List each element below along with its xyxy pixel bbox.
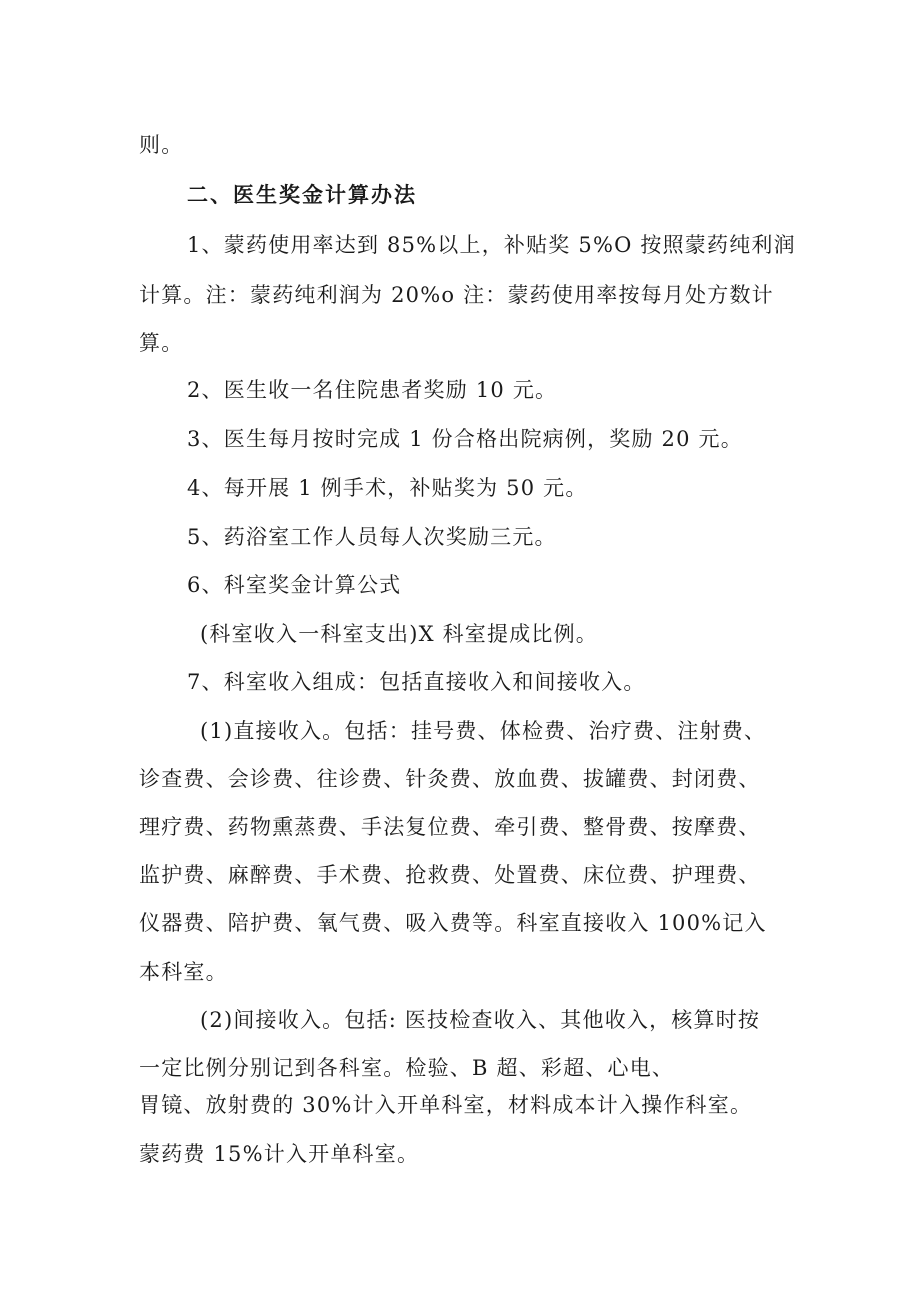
item-1-line-3: 算。	[139, 331, 184, 355]
direct-income-line-3: 理疗费、药物熏蒸费、手法复位费、牵引费、整骨费、按摩费、	[139, 815, 761, 839]
direct-income-line-5: 仪器费、陪护费、氧气费、吸入费等。科室直接收入 100%记入	[139, 911, 767, 935]
direct-income-line-6: 本科室。	[139, 960, 228, 984]
formula: (科室收入一科室支出)X 科室提成比例。	[200, 622, 599, 646]
text-line-continuation: 则。	[139, 133, 184, 157]
item-1-line-2: 计算。注：蒙药纯利润为 20%o 注：蒙药使用率按每月处方数计	[139, 283, 774, 307]
item-5: 5、药浴室工作人员每人次奖励三元。	[187, 525, 557, 549]
direct-income-line-4: 监护费、麻醉费、手术费、抢救费、处置费、床位费、护理费、	[139, 863, 761, 887]
section-heading: 二、医生奖金计算办法	[187, 183, 417, 207]
item-3: 3、医生每月按时完成 1 份合格出院病例，奖励 20 元。	[187, 427, 743, 451]
indirect-income-line-1: (2)间接收入。包括: 医技检查收入、其他收入，核算时按	[200, 1008, 761, 1032]
direct-income-line-1: (1)直接收入。包括：挂号费、体检费、治疗费、注射费、	[200, 719, 767, 743]
item-4: 4、每开展 1 例手术，补贴奖为 50 元。	[187, 476, 588, 500]
item-2: 2、医生收一名住院患者奖励 10 元。	[187, 378, 558, 402]
indirect-income-line-4: 蒙药费 15%计入开单科室。	[139, 1142, 420, 1166]
direct-income-line-2: 诊查费、会诊费、往诊费、针灸费、放血费、拔罐费、封闭费、	[139, 767, 761, 791]
item-6: 6、科室奖金计算公式	[187, 573, 402, 597]
indirect-income-line-2: 一定比例分别记到各科室。检验、B 超、彩超、心电、	[139, 1056, 675, 1080]
item-7: 7、科室收入组成：包括直接收入和间接收入。	[187, 670, 646, 694]
item-1-line-1: 1、蒙药使用率达到 85%以上，补贴奖 5%O 按照蒙药纯利润	[187, 233, 796, 257]
indirect-income-line-3: 胃镜、放射费的 30%计入开单科室，材料成本计入操作科室。	[139, 1093, 753, 1117]
